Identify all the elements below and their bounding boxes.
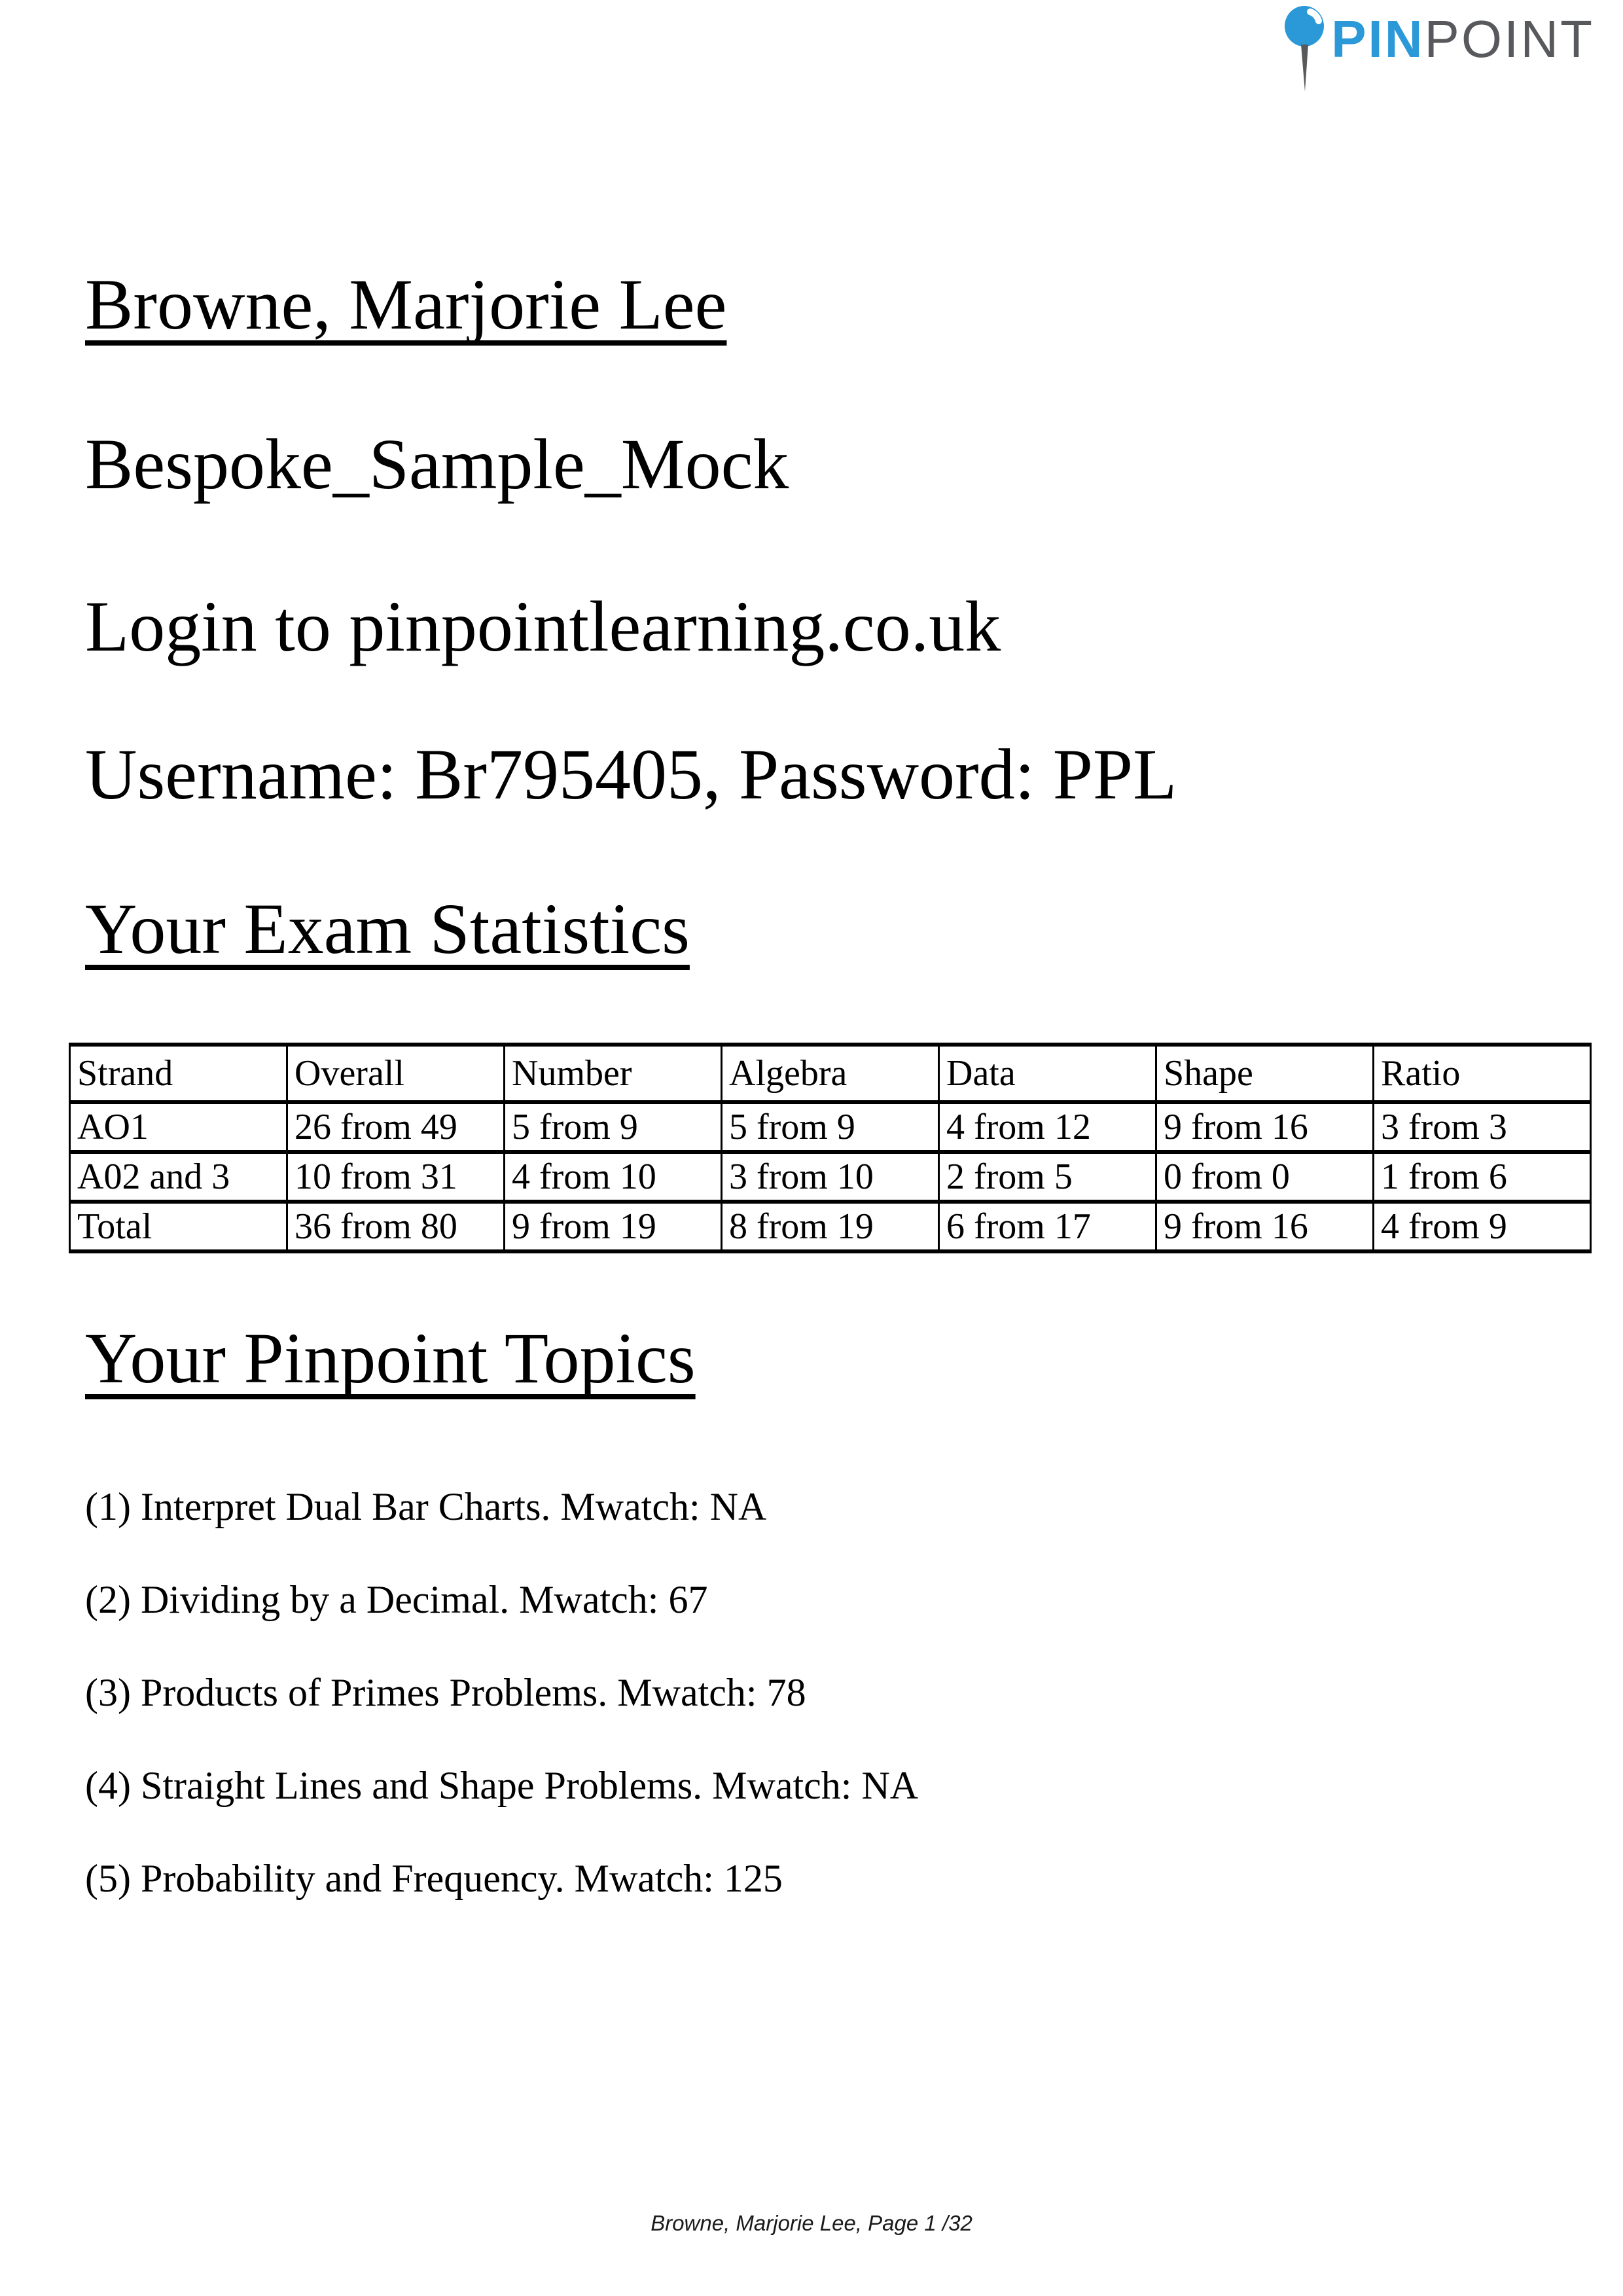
table-cell: 4 from 12 [939,1102,1156,1152]
table-row [70,1102,1591,1152]
exam-statistics-table [69,1043,1592,1253]
paper-name-line: Bespoke_Sample_Mock [85,424,789,504]
table-row [70,1152,1591,1202]
topic-item: (5) Probability and Frequency. Mwatch: 125 [85,1857,783,1900]
table-cell: 36 from 80 [287,1202,505,1251]
table-cell: 3 from 3 [1374,1102,1591,1152]
table-header-cell: Data [939,1045,1156,1102]
table-cell: 10 from 31 [287,1152,505,1202]
table-cell: 0 from 0 [1156,1152,1374,1202]
pinpoint-topics-heading: Your Pinpoint Topics [85,1318,696,1398]
table-cell: 3 from 10 [722,1152,939,1202]
table-cell: A02 and 3 [70,1152,287,1202]
pinpoint-logo [1284,4,1594,94]
table-cell: 4 from 10 [505,1152,722,1202]
table-header-cell: Ratio [1374,1045,1591,1102]
table-cell: 2 from 5 [939,1152,1156,1202]
table-header-row [70,1045,1591,1102]
topic-item: (2) Dividing by a Decimal. Mwatch: 67 [85,1578,708,1621]
table-cell: 6 from 17 [939,1202,1156,1251]
topic-item: (4) Straight Lines and Shape Problems. Mwatch: NA [85,1764,919,1807]
table-cell: 5 from 9 [722,1102,939,1152]
table-cell: Total [70,1202,287,1251]
table-cell: 9 from 16 [1156,1202,1374,1251]
logo-word-point: POINT [1424,10,1594,68]
topic-item: (3) Products of Primes Problems. Mwatch: 78 [85,1671,806,1714]
logo-word-pin: PIN [1331,10,1425,68]
table-cell: 9 from 16 [1156,1102,1374,1152]
table-cell: 9 from 19 [505,1202,722,1251]
pinpoint-topics-list [85,1486,918,1950]
login-instruction-line: Login to pinpointlearning.co.uk [85,586,1001,666]
student-name-heading: Browne, Marjorie Lee [85,264,727,344]
table-header-cell: Shape [1156,1045,1374,1102]
table-cell: 8 from 19 [722,1202,939,1251]
exam-statistics-heading: Your Exam Statistics [85,889,690,969]
table-row [70,1202,1591,1251]
table-cell: 5 from 9 [505,1102,722,1152]
logo-wordmark [1331,10,1594,68]
table-header-cell: Overall [287,1045,505,1102]
table-cell: 4 from 9 [1374,1202,1591,1251]
table-header-cell: Algebra [722,1045,939,1102]
credentials-line: Username: Br795405, Password: PPL [85,734,1177,814]
page-footer: Browne, Marjorie Lee, Page 1 /32 [651,2211,972,2235]
table-header-cell: Strand [70,1045,287,1102]
topic-item: (1) Interpret Dual Bar Charts. Mwatch: NA [85,1485,767,1528]
pin-icon [1284,5,1326,94]
table-cell: 26 from 49 [287,1102,505,1152]
table-header-cell: Number [505,1045,722,1102]
table-cell: 1 from 6 [1374,1152,1591,1202]
table-cell: AO1 [70,1102,287,1152]
